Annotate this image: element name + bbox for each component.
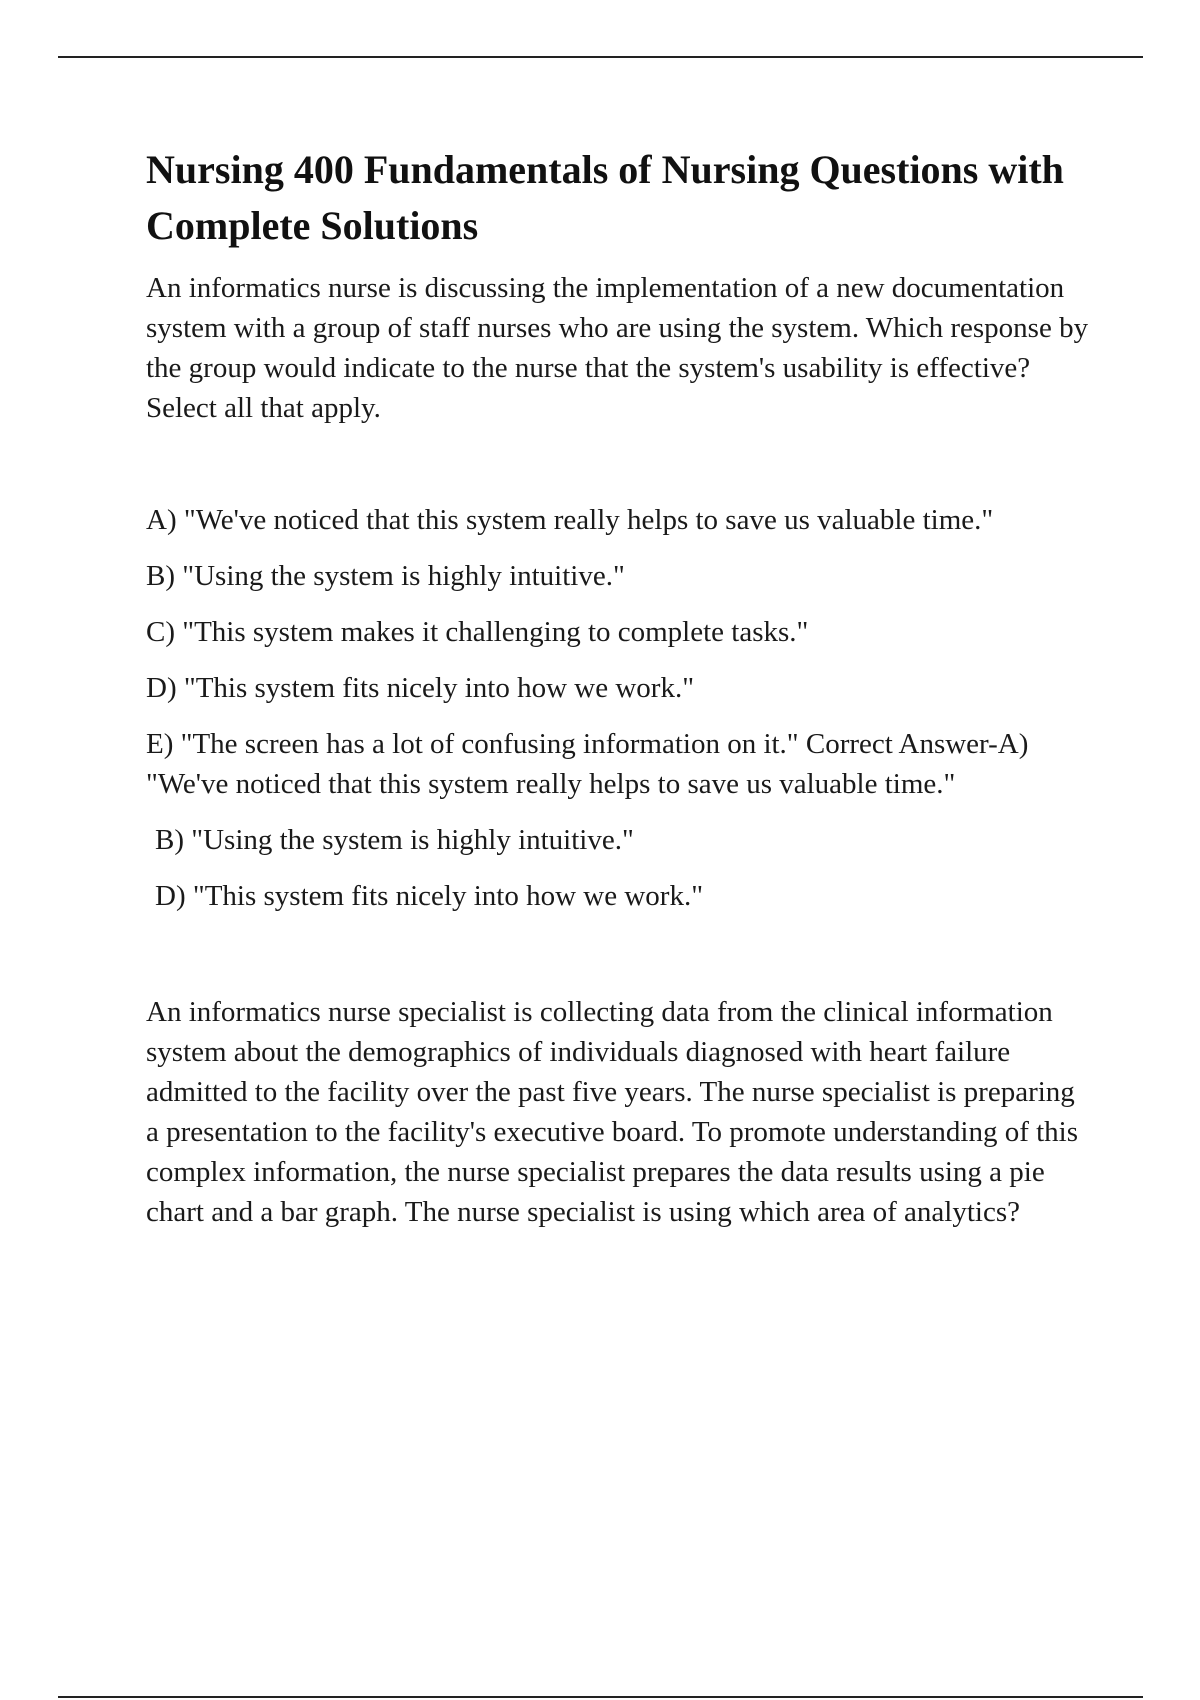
option-c: C) "This system makes it challenging to complete tasks." [146,616,809,648]
question-1-stem: An informatics nurse is discussing the implementation of a new documentation system with a group of staff nurses who are using the system. Which response by the group would indicate to the nurse that the system's usability is effective? Select all that apply. [146,272,1089,424]
option-b: B) "Using the system is highly intuitive." [146,560,625,592]
bottom-rule [58,1696,1143,1698]
top-rule [58,56,1143,58]
option-e-with-answer: E) "The screen has a lot of confusing information on it." Correct Answer-A) "We've noticed that this system really helps to save us valuable time." [146,728,1029,800]
option-a: A) "We've noticed that this system really helps to save us valuable time." [146,504,994,536]
document-title: Nursing 400 Fundamentals of Nursing Questions with Complete Solutions [146,147,1064,248]
question-1-options [146,500,1091,916]
answer-d: D) "This system fits nicely into how we work." [155,880,704,912]
option-d: D) "This system fits nicely into how we work." [146,672,695,704]
page-content [146,142,1091,1232]
question-2-stem: An informatics nurse specialist is collecting data from the clinical information system about the demographics of individuals diagnosed with heart failure admitted to the facility over the past five years. The nurse specialist is preparing a presentation to the facility's executive board. To promote understanding of this complex information, the nurse specialist prepares the data results using a pie chart and a bar graph. The nurse specialist is using which area of analytics? [146,996,1079,1228]
answer-b: B) "Using the system is highly intuitive." [155,824,634,856]
